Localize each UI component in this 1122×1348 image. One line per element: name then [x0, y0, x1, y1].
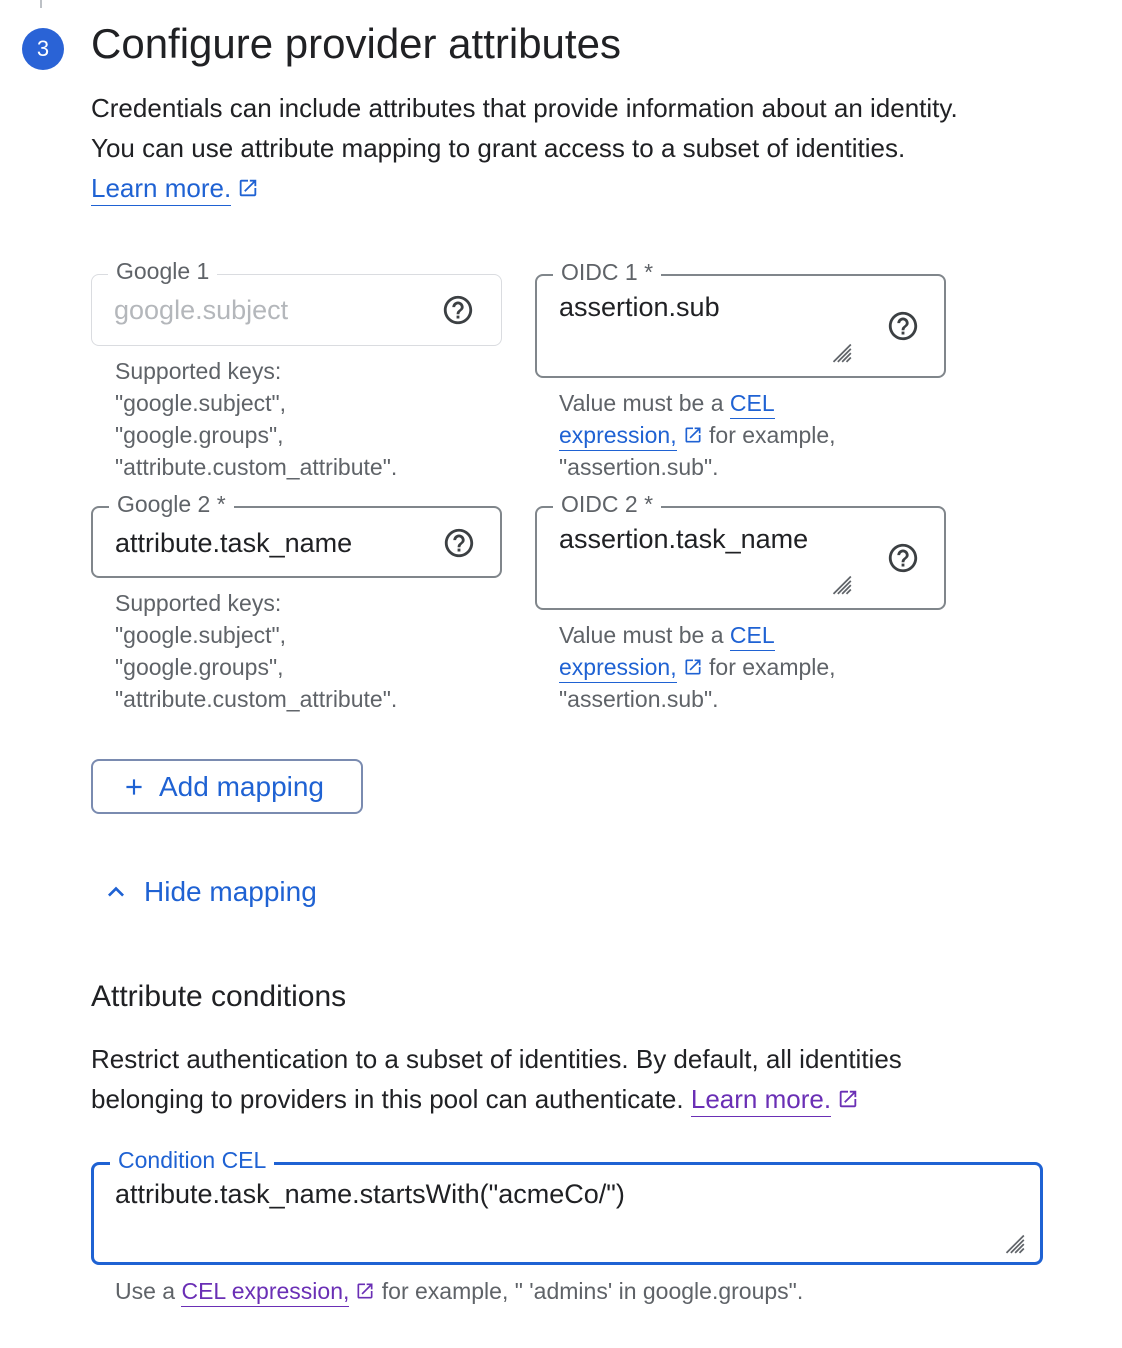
stepper-connector: [40, 0, 42, 8]
resize-handle-icon[interactable]: [1000, 1229, 1026, 1255]
add-mapping-label: Add mapping: [159, 770, 325, 802]
hint-line: Supported keys:: [115, 590, 282, 616]
google-2-label: Google 2 *: [109, 491, 234, 518]
oidc-1-label: OIDC 1 *: [553, 259, 661, 286]
google-1-hint: [115, 355, 397, 483]
hint-text: Value must be a: [559, 390, 724, 416]
attribute-conditions-heading: Attribute conditions: [91, 980, 347, 1013]
external-link-icon: [683, 657, 703, 677]
google-2-value: attribute.task_name: [115, 528, 353, 558]
hint-text: for example,: [709, 422, 836, 448]
hint-text: Use a: [115, 1278, 176, 1304]
conditions-description: [91, 1039, 902, 1119]
external-link-icon: [355, 1281, 375, 1301]
oidc-2-value: assertion.task_name: [559, 524, 809, 554]
learn-more-link[interactable]: Learn more.: [91, 173, 231, 206]
hint-example: "assertion.sub".: [559, 454, 719, 480]
condition-cel-hint: [115, 1275, 803, 1307]
hint-text: for example,: [709, 654, 836, 680]
hide-mapping-label: Hide mapping: [144, 876, 317, 907]
resize-handle-icon[interactable]: [827, 338, 853, 364]
help-icon[interactable]: [886, 309, 920, 343]
hint-line: "google.groups",: [115, 422, 284, 448]
chevron-up-icon: [100, 876, 132, 908]
google-1-label: Google 1: [108, 258, 217, 285]
condition-cel-label: Condition CEL: [110, 1147, 274, 1174]
oidc-1-hint: [559, 387, 836, 483]
hint-line: "google.subject",: [115, 622, 287, 648]
google-1-value: google.subject: [114, 295, 289, 325]
hint-line: Supported keys:: [115, 358, 282, 384]
external-link-icon: [837, 1088, 859, 1110]
expression-link[interactable]: expression,: [559, 654, 677, 683]
oidc-1-field[interactable]: [535, 259, 946, 378]
external-link-icon: [683, 425, 703, 445]
conditions-line-1: Restrict authentication to a subset of identities. By default, all identities: [91, 1044, 902, 1074]
conditions-line-2: belonging to providers in this pool can authenticate.: [91, 1084, 684, 1114]
cel-link[interactable]: CEL: [730, 390, 775, 419]
oidc-2-label: OIDC 2 *: [553, 491, 661, 518]
hint-line: "google.subject",: [115, 390, 287, 416]
resize-handle-icon[interactable]: [827, 570, 853, 596]
help-icon[interactable]: [441, 293, 475, 327]
google-1-field[interactable]: [91, 258, 502, 346]
google-2-hint: [115, 587, 397, 715]
conditions-learn-more-link[interactable]: Learn more.: [691, 1084, 831, 1117]
hint-line: "google.groups",: [115, 654, 284, 680]
condition-cel-field[interactable]: [91, 1147, 1043, 1265]
hint-line: "attribute.custom_attribute".: [115, 454, 398, 480]
add-mapping-button[interactable]: [91, 759, 363, 814]
plus-icon: [121, 774, 147, 800]
google-2-field[interactable]: [91, 491, 502, 578]
hint-text: Value must be a: [559, 622, 724, 648]
description-line-2: You can use attribute mapping to grant access to a subset of identities.: [91, 133, 906, 163]
expression-link[interactable]: expression,: [559, 422, 677, 451]
hint-text: for example, " 'admins' in google.groups".: [381, 1278, 804, 1304]
section-description: [91, 88, 1071, 208]
description-line-1: Credentials can include attributes that provide information about an identity.: [91, 93, 958, 123]
help-icon[interactable]: [886, 541, 920, 575]
hide-mapping-button[interactable]: [100, 870, 317, 914]
cel-expression-link[interactable]: CEL expression,: [181, 1278, 349, 1307]
step-number-badge: 3: [22, 28, 64, 70]
cel-link[interactable]: CEL: [730, 622, 775, 651]
external-link-icon: [237, 177, 259, 199]
condition-cel-value: attribute.task_name.startsWith("acmeCo/"): [115, 1179, 625, 1209]
hint-example: "assertion.sub".: [559, 686, 719, 712]
section-title: Configure provider attributes: [91, 20, 621, 67]
oidc-2-hint: [559, 619, 836, 715]
help-icon[interactable]: [442, 526, 476, 560]
oidc-2-field[interactable]: [535, 491, 946, 610]
oidc-1-value: assertion.sub: [559, 292, 720, 322]
hint-line: "attribute.custom_attribute".: [115, 686, 398, 712]
